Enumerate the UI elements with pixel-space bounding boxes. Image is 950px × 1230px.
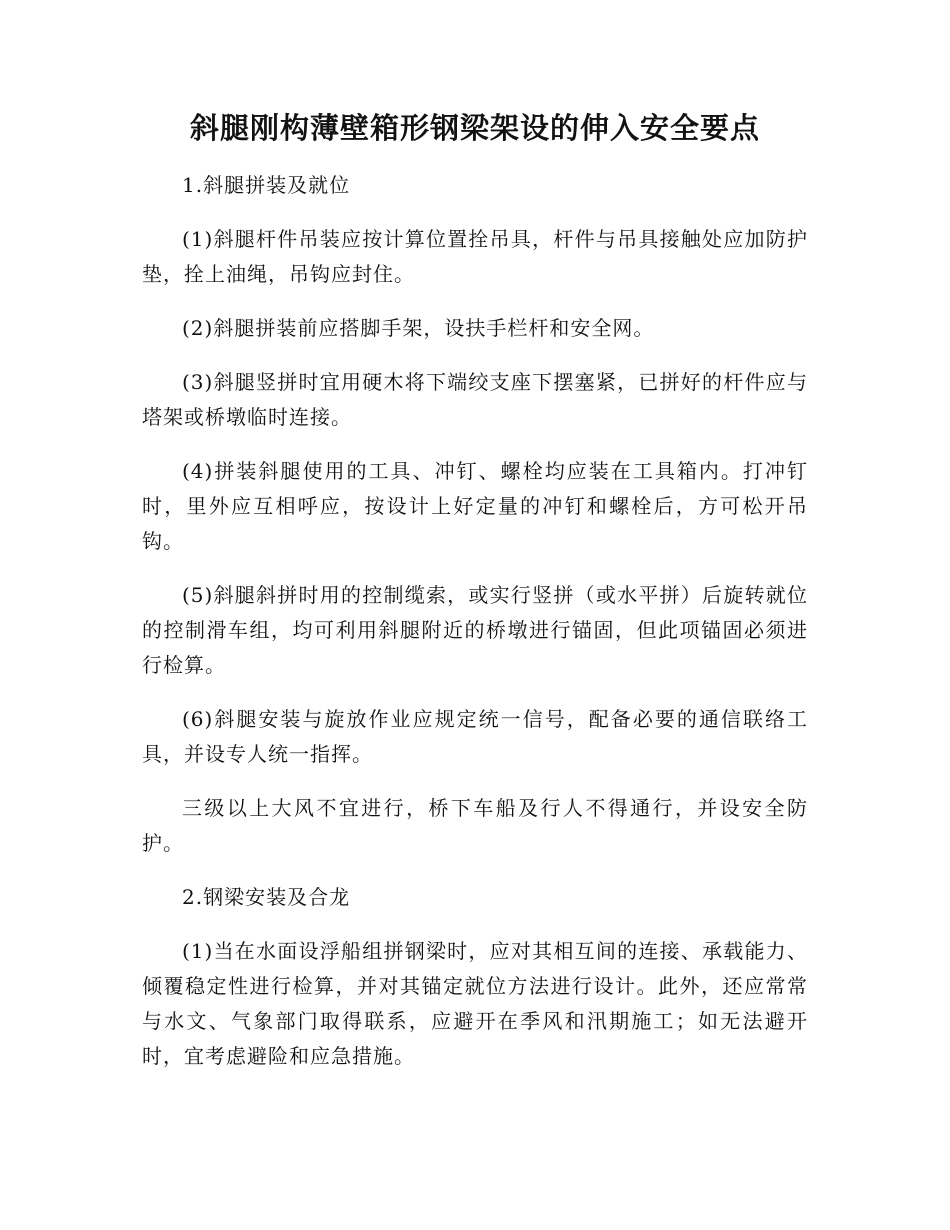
paragraph: (6)斜腿安装与旋放作业应规定统一信号，配备必要的通信联络工具，并设专人统一指挥。 — [142, 707, 808, 766]
paragraph: (5)斜腿斜拼时用的控制缆索，或实行竖拼（或水平拼）后旋转就位的控制滑车组，均可利用斜腿附近的桥墩进行锚固，但此项锚固必须进行检算。 — [142, 583, 808, 677]
document-title: 斜腿刚构薄壁箱形钢梁架设的伸入安全要点 — [189, 111, 760, 145]
section-heading: 2.钢梁安装及合龙 — [182, 885, 351, 909]
paragraph: (2)斜腿拼装前应搭脚手架，设扶手栏杆和安全网。 — [182, 316, 655, 340]
paragraph: 三级以上大风不宜进行，桥下车船及行人不得通行，并设安全防护。 — [142, 796, 808, 855]
paragraph: (3)斜腿竖拼时宜用硬木将下端绞支座下摆塞紧，已拼好的杆件应与塔架或桥墩临时连接。 — [142, 370, 808, 429]
paragraph: (4)拼装斜腿使用的工具、冲钉、螺栓均应装在工具箱内。打冲钉时，里外应互相呼应，按设计上好定量的冲钉和螺栓后，方可松开吊钩。 — [142, 459, 808, 553]
document-page — [142, 108, 808, 1093]
section-heading: 1.斜腿拼装及就位 — [182, 173, 351, 197]
section-1 — [142, 168, 808, 861]
paragraph: (1)当在水面设浮船组拼钢梁时，应对其相互间的连接、承载能力、倾覆稳定性进行检算，并对其锚定就位方法进行设计。此外，还应常常与水文、气象部门取得联系，应避开在季风和汛期施工；如无法避开时，宜考虑避险和应急措施。 — [142, 939, 808, 1068]
paragraph: (1)斜腿杆件吊装应按计算位置拴吊具，杆件与吊具接触处应加防护垫，拴上油绳，吊钩应封住。 — [142, 227, 808, 286]
section-2 — [142, 880, 808, 1074]
